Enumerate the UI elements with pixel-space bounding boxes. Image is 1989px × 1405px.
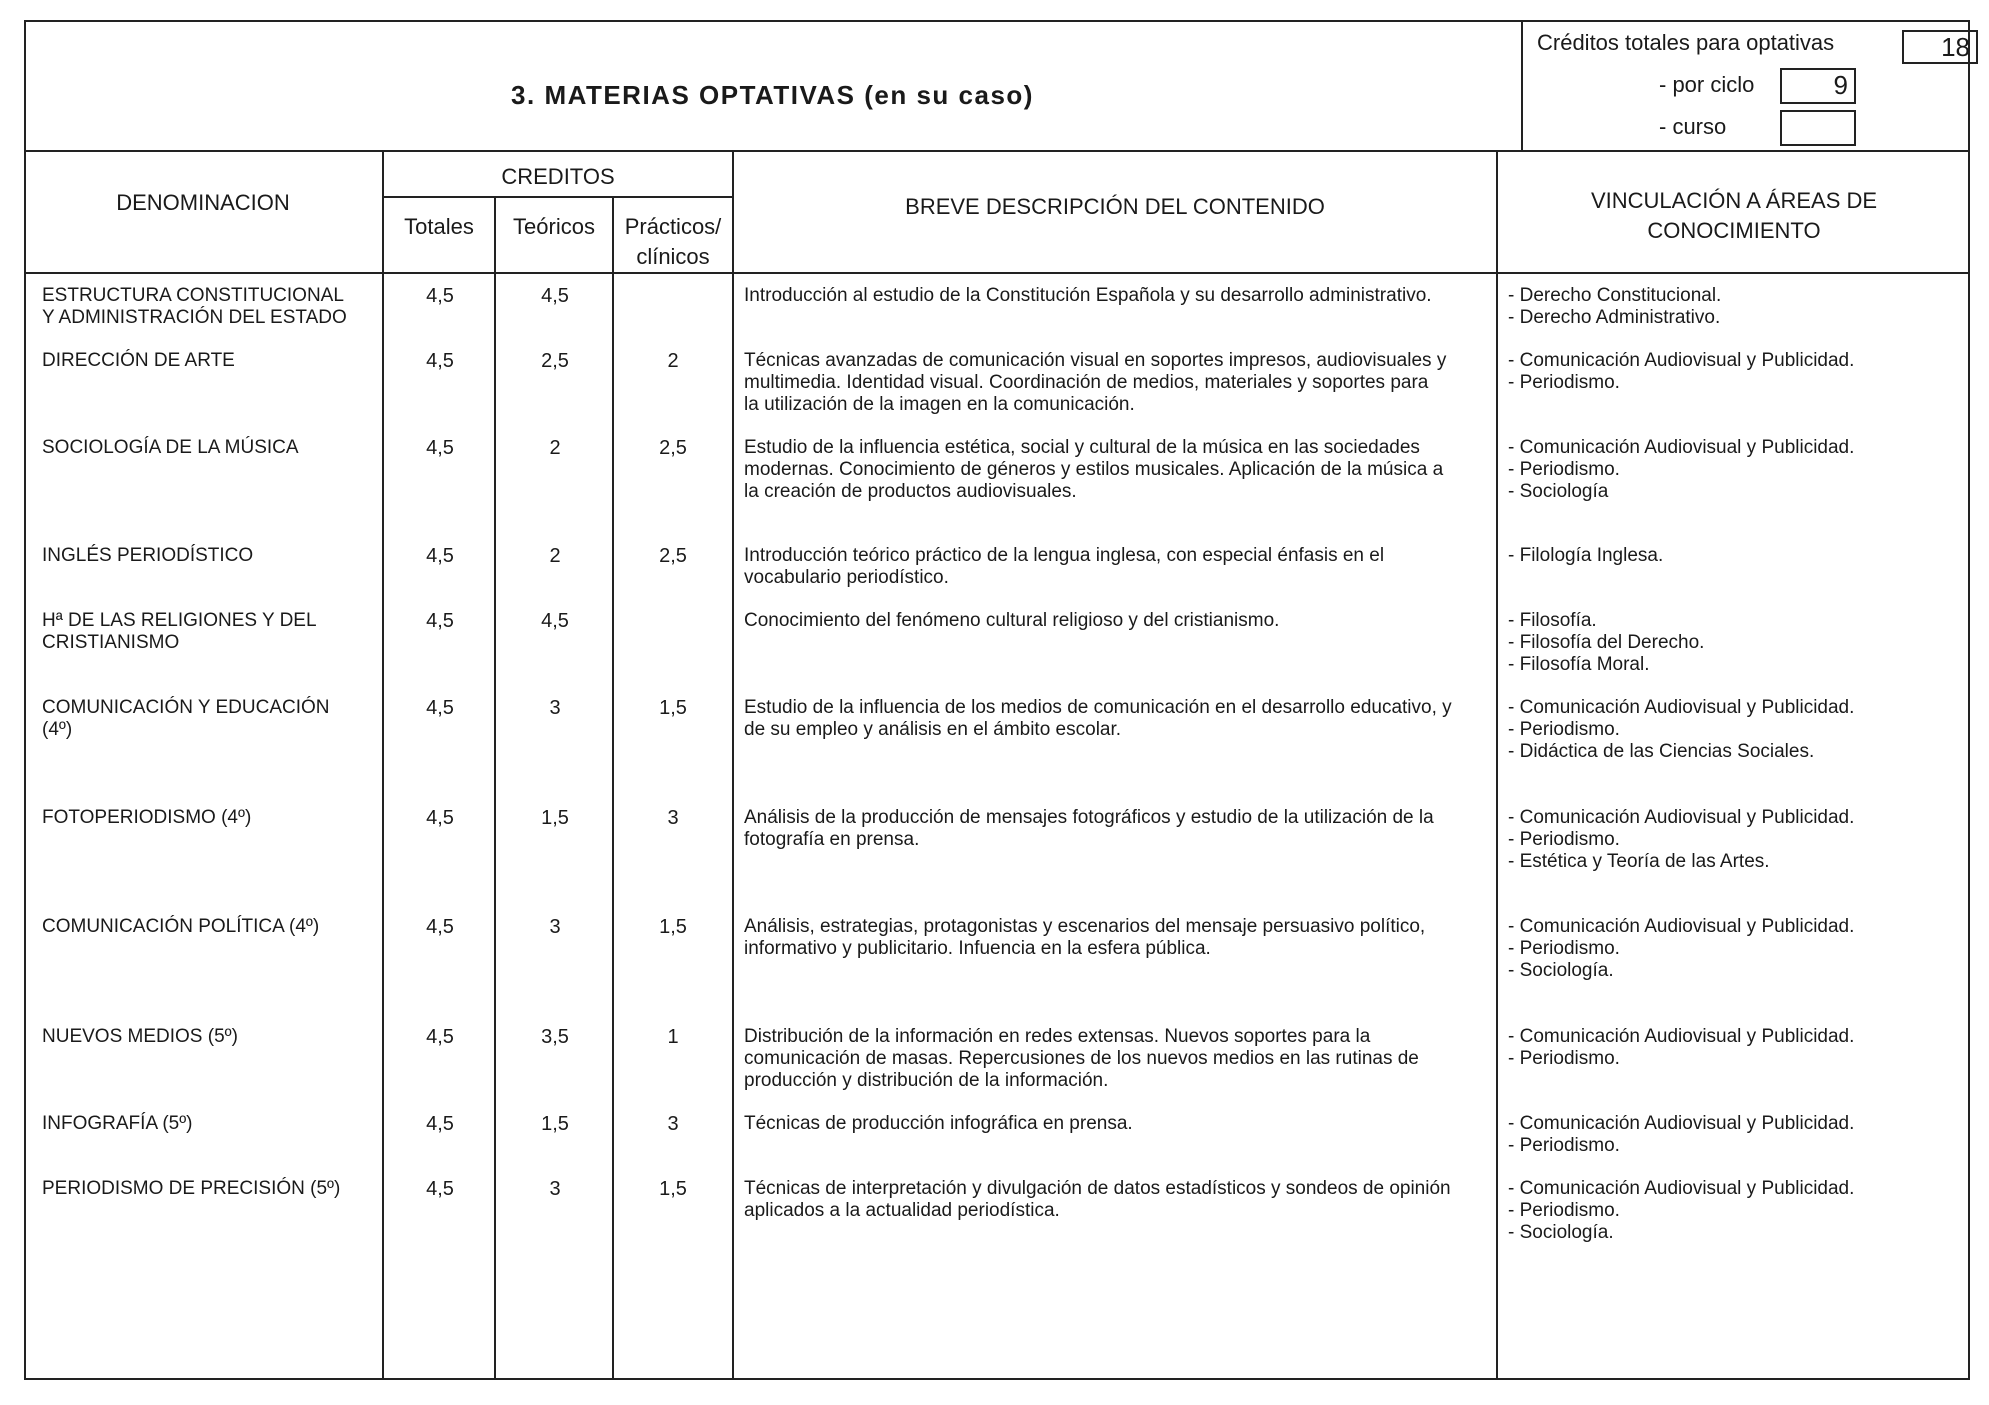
- areas-conocimiento-cell-line: - Comunicación Audiovisual y Publicidad.: [1508, 916, 1855, 937]
- creditos-totales-cell: 4,5: [426, 285, 454, 307]
- denominacion-cell: [42, 350, 382, 372]
- creditos-totales-cell: 4,5: [426, 916, 454, 938]
- curso-label: - curso: [1659, 114, 1727, 139]
- creditos-totales-cell: 4,5: [426, 610, 454, 632]
- areas-conocimiento-cell-line: - Comunicación Audiovisual y Publicidad.: [1508, 350, 1855, 371]
- creditos-teoricos-cell: 2: [549, 545, 561, 567]
- col-header-practicos-line2: clínicos: [636, 244, 710, 269]
- descripcion-cell: [744, 1113, 1494, 1135]
- descripcion-cell-line: la utilización de la imagen en la comunicación.: [744, 394, 1135, 415]
- descripcion-cell: [744, 285, 1494, 307]
- curso-value: [1780, 110, 1856, 146]
- descripcion-cell-line: Técnicas de interpretación y divulgación de datos estadísticos y sondeos de opinión: [744, 1178, 1451, 1199]
- creditos-practicos-cell: 1: [667, 1026, 679, 1048]
- creditos-totales-cell: 4,5: [426, 437, 454, 459]
- areas-conocimiento-cell-line: - Sociología: [1508, 481, 1609, 502]
- areas-conocimiento-cell: [1508, 1026, 1948, 1070]
- creditos-practicos-cell: 2,5: [659, 545, 687, 567]
- creditos-totales-cell: 4,5: [426, 350, 454, 372]
- areas-conocimiento-cell: [1508, 916, 1948, 982]
- areas-conocimiento-cell: [1508, 350, 1948, 394]
- col-divider-denominacion: [382, 150, 384, 1380]
- col-header-totales: Totales: [404, 214, 474, 239]
- denominacion-cell-line: DIRECCIÓN DE ARTE: [42, 350, 235, 371]
- col-header-vinculacion-line2: CONOCIMIENTO: [1647, 218, 1821, 243]
- areas-conocimiento-cell-line: - Sociología.: [1508, 1222, 1614, 1243]
- creditos-totales-cell: 4,5: [426, 697, 454, 719]
- creditos-totales-label: Créditos totales para optativas: [1537, 30, 1835, 55]
- denominacion-cell-line: FOTOPERIODISMO (4º): [42, 807, 252, 828]
- col-divider-practicos: [732, 150, 734, 1380]
- col-header-practicos-line1: Prácticos/: [624, 214, 722, 239]
- creditos-teoricos-cell: 1,5: [541, 807, 569, 829]
- descripcion-cell-line: modernas. Conocimiento de géneros y estilos musicales. Aplicación de la música a: [744, 459, 1444, 480]
- denominacion-cell-line: INGLÉS PERIODÍSTICO: [42, 545, 254, 566]
- denominacion-cell: [42, 1026, 382, 1048]
- denominacion-cell: [42, 1178, 382, 1200]
- descripcion-cell-line: la creación de productos audiovisuales.: [744, 481, 1077, 502]
- col-header-practicos: [614, 212, 732, 272]
- creditos-totales-cell: 4,5: [426, 1026, 454, 1048]
- areas-conocimiento-cell: [1508, 1113, 1948, 1157]
- por-ciclo-value: 9: [1780, 68, 1856, 104]
- areas-conocimiento-cell: [1508, 807, 1948, 873]
- creditos-teoricos-cell: 4,5: [541, 610, 569, 632]
- descripcion-cell-line: Análisis, estrategias, protagonistas y escenarios del mensaje persuasivo político,: [744, 916, 1426, 937]
- section-header: [24, 20, 1970, 152]
- descripcion-cell-line: Análisis de la producción de mensajes fotográficos y estudio de la utilización de la: [744, 807, 1434, 828]
- denominacion-cell-line: PERIODISMO DE PRECISIÓN (5º): [42, 1178, 341, 1199]
- areas-conocimiento-cell-line: - Didáctica de las Ciencias Sociales.: [1508, 741, 1815, 762]
- denominacion-cell: [42, 610, 382, 654]
- areas-conocimiento-cell-line: - Periodismo.: [1508, 1135, 1620, 1156]
- section-title: 3. MATERIAS OPTATIVAS (en su caso): [511, 80, 1034, 110]
- areas-conocimiento-cell-line: - Comunicación Audiovisual y Publicidad.: [1508, 437, 1855, 458]
- areas-conocimiento-cell-line: - Periodismo.: [1508, 719, 1620, 740]
- areas-conocimiento-cell-line: - Comunicación Audiovisual y Publicidad.: [1508, 697, 1855, 718]
- areas-conocimiento-cell-line: - Comunicación Audiovisual y Publicidad.: [1508, 1026, 1855, 1047]
- descripcion-cell-line: Conocimiento del fenómeno cultural religioso y del cristianismo.: [744, 610, 1280, 631]
- denominacion-cell: [42, 697, 382, 741]
- areas-conocimiento-cell-line: - Periodismo.: [1508, 372, 1620, 393]
- creditos-teoricos-cell: 2: [549, 437, 561, 459]
- col-header-denominacion: DENOMINACION: [116, 190, 290, 215]
- creditos-totales-cell: 4,5: [426, 1113, 454, 1135]
- descripcion-cell-line: comunicación de masas. Repercusiones de los nuevos medios en las rutinas de: [744, 1048, 1419, 1069]
- areas-conocimiento-cell: [1508, 437, 1948, 503]
- denominacion-cell: [42, 1113, 382, 1135]
- descripcion-cell-line: aplicados a la actualidad periodística.: [744, 1200, 1060, 1221]
- descripcion-cell: [744, 697, 1494, 741]
- denominacion-cell-line: (4º): [42, 719, 73, 740]
- descripcion-cell-line: de su empleo y análisis en el ámbito escolar.: [744, 719, 1122, 740]
- descripcion-cell: [744, 1178, 1494, 1222]
- creditos-teoricos-cell: 2,5: [541, 350, 569, 372]
- creditos-practicos-cell: 1,5: [659, 697, 687, 719]
- denominacion-cell: [42, 807, 382, 829]
- descripcion-cell-line: Técnicas de producción infográfica en prensa.: [744, 1113, 1133, 1134]
- descripcion-cell-line: producción y distribución de la información.: [744, 1070, 1109, 1091]
- denominacion-cell: [42, 545, 382, 567]
- creditos-practicos-cell: 2,5: [659, 437, 687, 459]
- col-divider-descripcion: [1496, 150, 1498, 1380]
- areas-conocimiento-cell-line: - Filosofía del Derecho.: [1508, 632, 1705, 653]
- areas-conocimiento-cell-line: - Comunicación Audiovisual y Publicidad.: [1508, 1178, 1855, 1199]
- col-divider-teoricos: [612, 196, 614, 1380]
- areas-conocimiento-cell-line: - Periodismo.: [1508, 1048, 1620, 1069]
- col-header-creditos: CREDITOS: [501, 164, 615, 189]
- creditos-teoricos-cell: 3: [549, 697, 561, 719]
- areas-conocimiento-cell-line: - Periodismo.: [1508, 459, 1620, 480]
- areas-conocimiento-cell: [1508, 610, 1948, 676]
- creditos-totales-value: 18: [1902, 30, 1978, 64]
- denominacion-cell-line: COMUNICACIÓN Y EDUCACIÓN: [42, 697, 330, 718]
- descripcion-cell-line: Estudio de la influencia estética, social y cultural de la música en las sociedades: [744, 437, 1420, 458]
- por-ciclo-label: - por ciclo: [1659, 72, 1755, 97]
- descripcion-cell-line: fotografía en prensa.: [744, 829, 920, 850]
- areas-conocimiento-cell-line: - Periodismo.: [1508, 829, 1620, 850]
- descripcion-cell: [744, 350, 1494, 416]
- creditos-teoricos-cell: 3: [549, 916, 561, 938]
- areas-conocimiento-cell-line: - Derecho Administrativo.: [1508, 307, 1721, 328]
- descripcion-cell-line: Introducción al estudio de la Constitución Española y su desarrollo administrativo.: [744, 285, 1432, 306]
- creditos-totales-cell: 4,5: [426, 807, 454, 829]
- denominacion-cell-line: ESTRUCTURA CONSTITUCIONAL: [42, 285, 344, 306]
- col-header-vinculacion-line1: VINCULACIÓN A ÁREAS DE: [1590, 188, 1878, 213]
- areas-conocimiento-cell-line: - Periodismo.: [1508, 1200, 1620, 1221]
- creditos-practicos-cell: 3: [667, 807, 679, 829]
- areas-conocimiento-cell-line: - Filosofía.: [1508, 610, 1597, 631]
- areas-conocimiento-cell: [1508, 285, 1948, 329]
- descripcion-cell-line: Distribución de la información en redes extensas. Nuevos soportes para la: [744, 1026, 1371, 1047]
- creditos-practicos-cell: 2: [667, 350, 679, 372]
- areas-conocimiento-cell: [1508, 1178, 1948, 1244]
- areas-conocimiento-cell-line: - Derecho Constitucional.: [1508, 285, 1722, 306]
- descripcion-cell: [744, 545, 1494, 589]
- descripcion-cell-line: Estudio de la influencia de los medios de comunicación en el desarrollo educativo, y: [744, 697, 1452, 718]
- denominacion-cell-line: Y ADMINISTRACIÓN DEL ESTADO: [42, 307, 347, 328]
- col-header-vinculacion: [1498, 186, 1970, 246]
- creditos-practicos-cell: 1,5: [659, 1178, 687, 1200]
- descripcion-cell: [744, 807, 1494, 851]
- creditos-teoricos-cell: 4,5: [541, 285, 569, 307]
- descripcion-cell-line: vocabulario periodístico.: [744, 567, 949, 588]
- creditos-teoricos-cell: 3,5: [541, 1026, 569, 1048]
- descripcion-cell: [744, 610, 1494, 632]
- denominacion-cell-line: NUEVOS MEDIOS (5º): [42, 1026, 238, 1047]
- areas-conocimiento-cell-line: - Sociología.: [1508, 960, 1614, 981]
- creditos-teoricos-cell: 3: [549, 1178, 561, 1200]
- creditos-totales-cell: 4,5: [426, 545, 454, 567]
- denominacion-cell-line: INFOGRAFÍA (5º): [42, 1113, 193, 1134]
- areas-conocimiento-cell-line: - Filología Inglesa.: [1508, 545, 1664, 566]
- areas-conocimiento-cell: [1508, 545, 1948, 567]
- denominacion-cell: [42, 437, 382, 459]
- col-header-descripcion: BREVE DESCRIPCIÓN DEL CONTENIDO: [905, 194, 1325, 219]
- col-header-teoricos: Teóricos: [513, 214, 595, 239]
- denominacion-cell: [42, 285, 382, 329]
- descripcion-cell-line: Introducción teórico práctico de la lengua inglesa, con especial énfasis en el: [744, 545, 1385, 566]
- creditos-practicos-cell: 3: [667, 1113, 679, 1135]
- credits-summary-box: [1521, 20, 1970, 152]
- creditos-teoricos-cell: 1,5: [541, 1113, 569, 1135]
- descripcion-cell: [744, 1026, 1494, 1092]
- areas-conocimiento-cell-line: - Estética y Teoría de las Artes.: [1508, 851, 1770, 872]
- areas-conocimiento-cell-line: - Filosofía Moral.: [1508, 654, 1650, 675]
- areas-conocimiento-cell-line: - Comunicación Audiovisual y Publicidad.: [1508, 1113, 1855, 1134]
- descripcion-cell: [744, 916, 1494, 960]
- denominacion-cell-line: COMUNICACIÓN POLÍTICA (4º): [42, 916, 320, 937]
- denominacion-cell-line: Hª DE LAS RELIGIONES Y DEL: [42, 610, 317, 631]
- descripcion-cell: [744, 437, 1494, 503]
- areas-conocimiento-cell: [1508, 697, 1948, 763]
- denominacion-cell-line: SOCIOLOGÍA DE LA MÚSICA: [42, 437, 299, 458]
- creditos-totales-cell: 4,5: [426, 1178, 454, 1200]
- descripcion-cell-line: multimedia. Identidad visual. Coordinación de medios, materiales y soportes para: [744, 372, 1429, 393]
- creditos-subheader-rule: [382, 196, 734, 198]
- descripcion-cell-line: Técnicas avanzadas de comunicación visual en soportes impresos, audiovisuales y: [744, 350, 1447, 371]
- denominacion-cell-line: CRISTIANISMO: [42, 632, 180, 653]
- col-divider-totales: [494, 196, 496, 1380]
- areas-conocimiento-cell-line: - Comunicación Audiovisual y Publicidad.: [1508, 807, 1855, 828]
- denominacion-cell: [42, 916, 382, 938]
- header-bottom-rule: [24, 272, 1970, 274]
- descripcion-cell-line: informativo y publicitario. Infuencia en la esfera pública.: [744, 938, 1211, 959]
- creditos-practicos-cell: 1,5: [659, 916, 687, 938]
- areas-conocimiento-cell-line: - Periodismo.: [1508, 938, 1620, 959]
